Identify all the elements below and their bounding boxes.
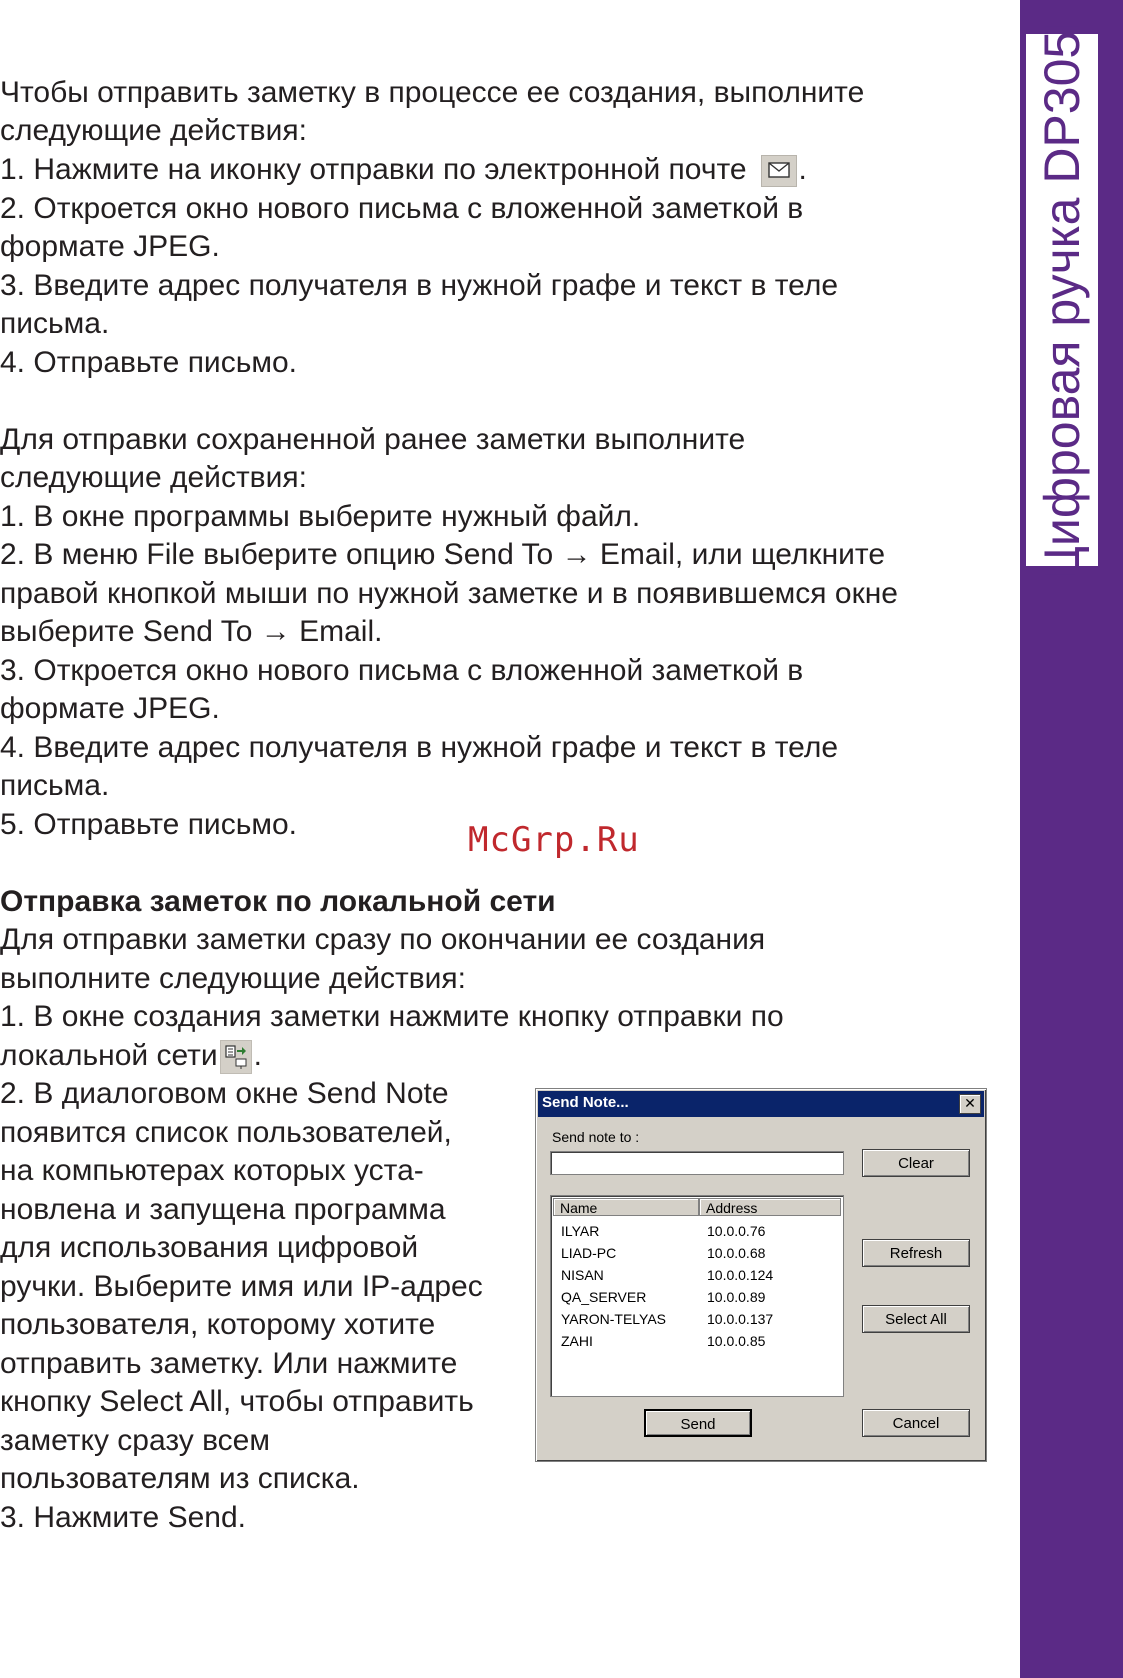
- text-line: на компьютерах которых уста-: [0, 1154, 424, 1187]
- user-name: ILYAR: [561, 1223, 600, 1239]
- user-address: 10.0.0.137: [707, 1311, 774, 1327]
- text-line: 2. В меню File выберите опцию Send To → Email, или щелкните: [0, 538, 886, 571]
- text-line: 1. В окне программы выберите нужный файл.: [0, 500, 641, 533]
- text-line: Для отправки заметки сразу по окончании ее создания: [0, 923, 766, 956]
- text-line: формате JPEG.: [0, 230, 220, 263]
- text-line: выполните следующие действия:: [0, 962, 466, 995]
- user-address: 10.0.0.124: [707, 1267, 774, 1283]
- email-send-icon: [761, 155, 797, 187]
- send-to-input[interactable]: [550, 1151, 844, 1175]
- text-line: письма.: [0, 307, 110, 340]
- text-line: 3. Нажмите Send.: [0, 1501, 246, 1534]
- watermark: McGrp.Ru: [468, 820, 640, 860]
- text-span: .: [253, 1039, 263, 1072]
- list-header: [553, 1198, 841, 1218]
- send-button[interactable]: Send: [644, 1409, 752, 1437]
- send-to-label: Send note to :: [552, 1129, 640, 1145]
- text-line: 2. В диалоговом окне Send Note: [0, 1077, 449, 1110]
- text-line: пользователя, которому хотите: [0, 1308, 436, 1341]
- dialog-titlebar[interactable]: [538, 1091, 984, 1117]
- dialog-title: Send Note...: [542, 1094, 629, 1111]
- text-span: 1. Нажмите на иконку отправки по электронной почте: [0, 153, 747, 186]
- text-line: правой кнопкой мыши по нужной заметке и в появившемся окне: [0, 577, 898, 610]
- text-line: 4. Отправьте письмо.: [0, 346, 297, 379]
- text-line: ручки. Выберите имя или IP-адрес: [0, 1270, 483, 1303]
- user-address: 10.0.0.85: [707, 1333, 766, 1349]
- user-address: 10.0.0.89: [707, 1289, 766, 1305]
- user-address: 10.0.0.68: [707, 1245, 766, 1261]
- network-send-icon: [220, 1040, 252, 1074]
- text-line: 1. В окне создания заметки нажмите кнопку отправки по: [0, 1000, 784, 1033]
- section-heading: Отправка заметок по локальной сети: [0, 885, 556, 918]
- text-line: формате JPEG.: [0, 692, 220, 725]
- users-list[interactable]: [550, 1195, 844, 1397]
- user-name: LIAD-PC: [561, 1245, 617, 1261]
- text-line: пользователям из списка.: [0, 1462, 360, 1495]
- close-button[interactable]: ✕: [959, 1094, 981, 1114]
- user-address: 10.0.0.76: [707, 1223, 766, 1239]
- text-line: 3. Откроется окно нового письма с вложенной заметкой в: [0, 654, 804, 687]
- user-name: QA_SERVER: [561, 1289, 647, 1305]
- send-note-dialog: [535, 1088, 987, 1462]
- text-span: локальной сети: [0, 1039, 218, 1072]
- text-line: 5. Отправьте письмо.: [0, 808, 297, 841]
- text-line: появится список пользователей,: [0, 1116, 452, 1149]
- text-line: [0, 151, 807, 189]
- text-line: следующие действия:: [0, 114, 307, 147]
- user-name: ZAHI: [561, 1333, 593, 1349]
- text-line: Для отправки сохраненной ранее заметки выполните: [0, 423, 746, 456]
- sidebar-title: Цифровая ручка DP305I: [1034, 16, 1090, 584]
- text-line: отправить заметку. Или нажмите: [0, 1347, 458, 1380]
- text-line: заметку сразу всем: [0, 1424, 270, 1457]
- text-line: следующие действия:: [0, 461, 307, 494]
- text-line: 2. Откроется окно нового письма с вложенной заметкой в: [0, 192, 804, 225]
- user-name: YARON-TELYAS: [561, 1311, 667, 1327]
- refresh-button[interactable]: Refresh: [862, 1239, 970, 1267]
- text-line: кнопку Select All, чтобы отправить: [0, 1385, 474, 1418]
- text-line: выберите Send To → Email.: [0, 615, 383, 648]
- text-span: .: [798, 153, 807, 186]
- text-line: новлена и запущена программа: [0, 1193, 446, 1226]
- text-line: для использования цифровой: [0, 1231, 419, 1264]
- text-line: Чтобы отправить заметку в процессе ее создания, выполните: [0, 76, 865, 109]
- cancel-button[interactable]: Cancel: [862, 1409, 970, 1437]
- select-all-button[interactable]: Select All: [862, 1305, 970, 1333]
- text-line: письма.: [0, 769, 110, 802]
- user-name: NISAN: [561, 1267, 604, 1283]
- text-line: 4. Введите адрес получателя в нужной графе и текст в теле: [0, 731, 839, 764]
- text-line: 3. Введите адрес получателя в нужной графе и текст в теле: [0, 269, 839, 302]
- clear-button[interactable]: Clear: [862, 1149, 970, 1177]
- column-header-address[interactable]: Address: [699, 1198, 841, 1216]
- column-header-name[interactable]: Name: [553, 1198, 699, 1216]
- text-line: [0, 1037, 262, 1075]
